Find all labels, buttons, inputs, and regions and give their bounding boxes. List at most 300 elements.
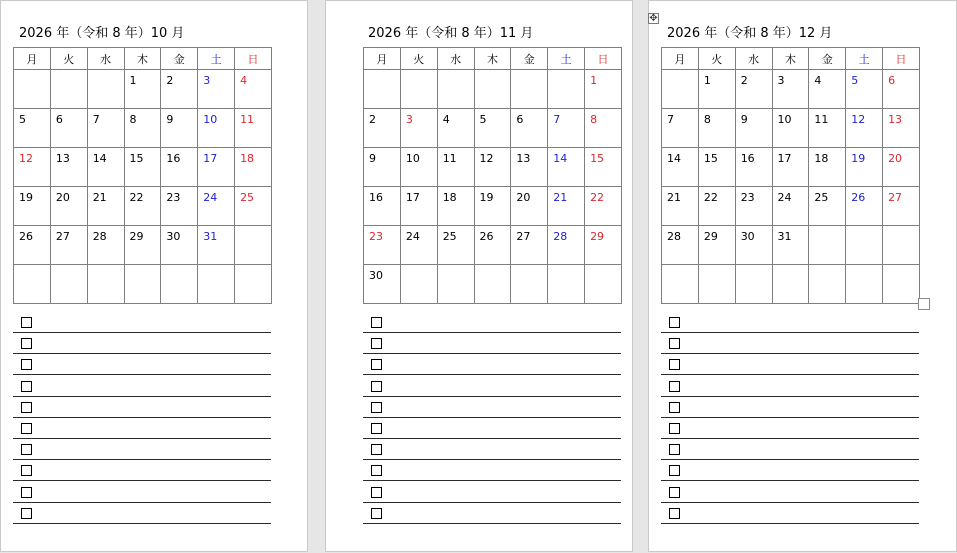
calendar-day-cell[interactable] [511, 148, 548, 187]
calendar-day-cell[interactable] [124, 265, 161, 304]
todo-row[interactable] [363, 483, 621, 503]
calendar-day-cell[interactable] [400, 265, 437, 304]
todo-row[interactable] [661, 377, 919, 397]
todo-row[interactable] [13, 334, 271, 354]
day-number: 7 [92, 113, 100, 126]
calendar-day-cell[interactable] [161, 109, 198, 148]
calendar-table[interactable] [661, 47, 920, 304]
weekday-header: 土 [198, 48, 235, 70]
checkbox-icon[interactable] [669, 317, 680, 328]
calendar-day-cell[interactable] [437, 187, 474, 226]
checkbox-icon[interactable] [21, 381, 32, 392]
day-number: 24 [203, 191, 218, 204]
calendar-day-cell[interactable] [198, 70, 235, 109]
day-number: 13 [55, 152, 70, 165]
calendar-day-cell[interactable] [87, 70, 124, 109]
calendar-day-cell[interactable] [364, 226, 401, 265]
calendar-day-cell[interactable] [364, 109, 401, 148]
calendar-day-cell[interactable] [235, 70, 272, 109]
calendar-day-cell[interactable] [735, 70, 772, 109]
page-title: 2026 年（令和 8 年）11 月 [368, 26, 534, 41]
calendar-day-cell[interactable] [364, 70, 401, 109]
day-number: 4 [240, 74, 248, 87]
calendar-day-cell[interactable] [662, 109, 699, 148]
todo-row[interactable] [661, 355, 919, 375]
day-number [235, 265, 271, 269]
calendar-day-cell[interactable] [124, 70, 161, 109]
day-number: 9 [166, 113, 174, 126]
weekday-header: 月 [364, 48, 401, 70]
calendar-day-cell[interactable] [364, 187, 401, 226]
weekday-header: 金 [511, 48, 548, 70]
todo-row[interactable] [13, 377, 271, 397]
weekday-header: 木 [124, 48, 161, 70]
calendar-day-cell[interactable] [14, 265, 51, 304]
checkbox-icon[interactable] [669, 465, 680, 476]
checkbox-icon[interactable] [371, 402, 382, 413]
calendar-day-cell[interactable] [87, 109, 124, 148]
checkbox-icon[interactable] [21, 317, 32, 328]
day-number: 6 [888, 74, 896, 87]
calendar-day-cell[interactable] [772, 265, 809, 304]
day-number: 4 [442, 113, 450, 126]
calendar-day-cell[interactable] [437, 70, 474, 109]
calendar-day-cell[interactable] [698, 226, 735, 265]
day-number: 24 [405, 230, 420, 243]
calendar-day-cell[interactable] [87, 187, 124, 226]
checkbox-icon[interactable] [669, 487, 680, 498]
calendar-table[interactable] [363, 47, 622, 304]
checkbox-icon[interactable] [371, 444, 382, 455]
calendar-day-cell[interactable] [235, 265, 272, 304]
calendar-day-cell[interactable] [585, 187, 622, 226]
day-number: 2 [369, 113, 376, 126]
day-number: 3 [777, 74, 785, 87]
calendar-day-cell[interactable] [809, 187, 846, 226]
checkbox-icon[interactable] [21, 465, 32, 476]
day-number [161, 265, 197, 269]
calendar-day-cell[interactable] [846, 148, 883, 187]
weekday-header: 水 [437, 48, 474, 70]
todo-row[interactable] [661, 483, 919, 503]
todo-row[interactable] [363, 461, 621, 481]
checkbox-icon[interactable] [669, 381, 680, 392]
todo-row[interactable] [13, 313, 271, 333]
calendar-day-cell[interactable] [735, 148, 772, 187]
calendar-day-cell[interactable] [548, 70, 585, 109]
calendar-day-cell[interactable] [474, 187, 511, 226]
todo-row[interactable] [661, 461, 919, 481]
todo-row[interactable] [13, 483, 271, 503]
calendar-day-cell[interactable] [235, 109, 272, 148]
checkbox-icon[interactable] [371, 465, 382, 476]
calendar-day-cell[interactable] [548, 109, 585, 148]
calendar-day-cell[interactable] [87, 265, 124, 304]
calendar-week-row [364, 187, 622, 226]
day-number: 5 [479, 113, 487, 126]
day-number: 21 [92, 191, 107, 204]
checkbox-icon[interactable] [21, 359, 32, 370]
calendar-day-cell[interactable] [198, 148, 235, 187]
calendar-day-cell[interactable] [698, 148, 735, 187]
calendar-day-cell[interactable] [511, 109, 548, 148]
day-number: 10 [203, 113, 218, 126]
day-number: 21 [667, 191, 681, 204]
day-number: 25 [442, 230, 457, 243]
calendar-day-cell[interactable] [198, 226, 235, 265]
day-number [846, 265, 882, 269]
day-number: 8 [129, 113, 137, 126]
calendar-day-cell[interactable] [400, 226, 437, 265]
todo-row[interactable] [363, 419, 621, 439]
calendar-day-cell[interactable] [14, 109, 51, 148]
day-number [883, 265, 919, 269]
day-number: 23 [166, 191, 181, 204]
calendar-day-cell[interactable] [474, 109, 511, 148]
calendar-week-row [662, 226, 920, 265]
calendar-day-cell[interactable] [772, 148, 809, 187]
checkbox-icon[interactable] [669, 423, 680, 434]
day-number: 14 [553, 152, 568, 165]
calendar-day-cell[interactable] [735, 109, 772, 148]
day-number [125, 265, 161, 269]
day-number [585, 265, 621, 269]
calendar-day-cell[interactable] [846, 187, 883, 226]
calendar-day-cell[interactable] [809, 109, 846, 148]
page-november [325, 0, 633, 552]
calendar-day-cell[interactable] [474, 70, 511, 109]
day-number [809, 265, 845, 269]
calendar-day-cell[interactable] [585, 148, 622, 187]
calendar-day-cell[interactable] [735, 265, 772, 304]
todo-row[interactable] [13, 504, 271, 524]
calendar-day-cell[interactable] [883, 187, 920, 226]
checkbox-icon[interactable] [21, 338, 32, 349]
calendar-day-cell[interactable] [585, 226, 622, 265]
calendar-day-cell[interactable] [662, 148, 699, 187]
todo-row[interactable] [661, 398, 919, 418]
checkbox-icon[interactable] [21, 508, 32, 519]
calendar-day-cell[interactable] [511, 187, 548, 226]
calendar-day-cell[interactable] [474, 148, 511, 187]
calendar-day-cell[interactable] [511, 70, 548, 109]
day-number [51, 70, 87, 74]
weekday-header: 火 [50, 48, 87, 70]
checkbox-icon[interactable] [21, 487, 32, 498]
todo-row[interactable] [363, 334, 621, 354]
weekday-header: 日 [235, 48, 272, 70]
todo-row[interactable] [363, 377, 621, 397]
calendar-week-row [14, 148, 272, 187]
calendar-day-cell[interactable] [124, 187, 161, 226]
calendar-day-cell[interactable] [198, 109, 235, 148]
calendar-day-cell[interactable] [87, 148, 124, 187]
calendar-day-cell[interactable] [198, 265, 235, 304]
day-number [14, 70, 50, 74]
day-number: 17 [777, 152, 792, 165]
todo-row[interactable] [13, 440, 271, 460]
checkbox-icon[interactable] [669, 338, 680, 349]
day-number [773, 265, 809, 269]
calendar-week-row [364, 265, 622, 304]
day-number: 16 [740, 152, 755, 165]
page-title: 2026 年（令和 8 年）12 月 [667, 26, 833, 41]
checkbox-icon[interactable] [371, 338, 382, 349]
calendar-day-cell[interactable] [50, 70, 87, 109]
calendar-day-cell[interactable] [772, 187, 809, 226]
day-number: 15 [703, 152, 718, 165]
calendar-day-cell[interactable] [662, 187, 699, 226]
calendar-week-row [14, 265, 272, 304]
calendar-day-cell[interactable] [161, 187, 198, 226]
day-number: 16 [166, 152, 181, 165]
calendar-week-row [364, 70, 622, 109]
checkbox-icon[interactable] [669, 508, 680, 519]
weekday-header: 金 [809, 48, 846, 70]
weekday-header: 火 [400, 48, 437, 70]
calendar-day-cell[interactable] [235, 226, 272, 265]
calendar-day-cell[interactable] [400, 109, 437, 148]
calendar-day-cell[interactable] [124, 109, 161, 148]
calendar-day-cell[interactable] [437, 109, 474, 148]
calendar-day-cell[interactable] [735, 226, 772, 265]
calendar-day-cell[interactable] [846, 226, 883, 265]
day-number [88, 70, 124, 74]
calendar-week-row [364, 226, 622, 265]
checkbox-icon[interactable] [669, 359, 680, 370]
calendar-day-cell[interactable] [772, 226, 809, 265]
day-number [883, 226, 919, 230]
calendar-day-cell[interactable] [883, 109, 920, 148]
calendar-day-cell[interactable] [14, 187, 51, 226]
todo-row[interactable] [363, 440, 621, 460]
calendar-week-row [364, 109, 622, 148]
day-number: 3 [203, 74, 211, 87]
day-number: 9 [740, 113, 748, 126]
calendar-day-cell[interactable] [235, 187, 272, 226]
day-number [662, 265, 698, 269]
calendar-day-cell[interactable] [511, 226, 548, 265]
calendar-day-cell[interactable] [161, 148, 198, 187]
weekday-header: 日 [585, 48, 622, 70]
todo-list [363, 313, 621, 525]
calendar-day-cell[interactable] [809, 70, 846, 109]
calendar-day-cell[interactable] [235, 148, 272, 187]
calendar-week-row [662, 187, 920, 226]
day-number: 30 [166, 230, 181, 243]
move-icon[interactable]: ✥ [649, 13, 658, 24]
checkbox-icon[interactable] [21, 402, 32, 413]
calendar-day-cell[interactable] [161, 70, 198, 109]
checkbox-icon[interactable] [371, 381, 382, 392]
calendar-day-cell[interactable] [772, 109, 809, 148]
calendar-day-cell[interactable] [809, 148, 846, 187]
calendar-day-cell[interactable] [662, 226, 699, 265]
calendar-day-cell[interactable] [14, 148, 51, 187]
checkbox-icon[interactable] [371, 317, 382, 328]
day-number: 1 [129, 74, 137, 87]
calendar-day-cell[interactable] [883, 148, 920, 187]
day-number [809, 226, 845, 230]
day-number [14, 265, 50, 269]
todo-row[interactable] [363, 355, 621, 375]
calendar-day-cell[interactable] [809, 265, 846, 304]
day-number: 20 [888, 152, 903, 165]
calendar-day-cell[interactable] [437, 226, 474, 265]
calendar-day-cell[interactable] [698, 187, 735, 226]
day-number: 14 [92, 152, 107, 165]
calendar-day-cell[interactable] [809, 226, 846, 265]
calendar-day-cell[interactable] [735, 187, 772, 226]
calendar-week-row [662, 70, 920, 109]
day-number: 26 [851, 191, 866, 204]
day-number [548, 265, 584, 269]
calendar-day-cell[interactable] [161, 226, 198, 265]
calendar-day-cell[interactable] [548, 226, 585, 265]
calendar-day-cell[interactable] [87, 226, 124, 265]
calendar-day-cell[interactable] [364, 265, 401, 304]
todo-row[interactable] [661, 313, 919, 333]
calendar-day-cell[interactable] [50, 265, 87, 304]
calendar-day-cell[interactable] [585, 109, 622, 148]
calendar-day-cell[interactable] [846, 265, 883, 304]
checkbox-icon[interactable] [21, 423, 32, 434]
weekday-header: 水 [735, 48, 772, 70]
todo-row[interactable] [661, 440, 919, 460]
day-number: 11 [814, 113, 829, 126]
calendar-day-cell[interactable] [364, 148, 401, 187]
calendar-day-cell[interactable] [846, 109, 883, 148]
day-number: 17 [203, 152, 218, 165]
todo-row[interactable] [13, 398, 271, 418]
calendar-day-cell[interactable] [846, 70, 883, 109]
calendar-day-cell[interactable] [437, 148, 474, 187]
day-number [846, 226, 882, 230]
todo-row[interactable] [661, 334, 919, 354]
calendar-day-cell[interactable] [124, 148, 161, 187]
day-number: 30 [740, 230, 755, 243]
calendar-day-cell[interactable] [698, 109, 735, 148]
calendar-week-row [14, 187, 272, 226]
calendar-day-cell[interactable] [474, 226, 511, 265]
weekday-header: 月 [14, 48, 51, 70]
calendar-day-cell[interactable] [511, 265, 548, 304]
day-number: 13 [516, 152, 531, 165]
day-number: 10 [777, 113, 792, 126]
todo-row[interactable] [13, 461, 271, 481]
calendar-day-cell[interactable] [698, 265, 735, 304]
day-number: 27 [516, 230, 531, 243]
day-number: 14 [667, 152, 681, 165]
day-number [88, 265, 124, 269]
todo-row[interactable] [363, 504, 621, 524]
checkbox-icon[interactable] [371, 508, 382, 519]
calendar-day-cell[interactable] [400, 187, 437, 226]
calendar-day-cell[interactable] [585, 265, 622, 304]
calendar-day-cell[interactable] [474, 265, 511, 304]
day-number: 18 [240, 152, 255, 165]
todo-list [13, 313, 271, 525]
checkbox-icon[interactable] [371, 359, 382, 370]
day-number: 17 [405, 191, 420, 204]
calendar-day-cell[interactable] [883, 70, 920, 109]
calendar-day-cell[interactable] [437, 265, 474, 304]
calendar-day-cell[interactable] [662, 265, 699, 304]
day-number: 13 [888, 113, 903, 126]
calendar-day-cell[interactable] [548, 265, 585, 304]
calendar-day-cell[interactable] [548, 148, 585, 187]
weekday-header: 金 [161, 48, 198, 70]
checkbox-icon[interactable] [669, 402, 680, 413]
calendar-day-cell[interactable] [698, 70, 735, 109]
calendar-day-cell[interactable] [400, 70, 437, 109]
weekday-header: 土 [846, 48, 883, 70]
calendar-day-cell[interactable] [883, 226, 920, 265]
calendar-day-cell[interactable] [400, 148, 437, 187]
day-number: 11 [442, 152, 457, 165]
checkbox-icon[interactable] [669, 444, 680, 455]
day-number: 22 [590, 191, 605, 204]
day-number: 12 [479, 152, 494, 165]
calendar-day-cell[interactable] [50, 187, 87, 226]
day-number: 29 [590, 230, 605, 243]
calendar-day-cell[interactable] [585, 70, 622, 109]
todo-row[interactable] [13, 355, 271, 375]
day-number [475, 265, 511, 269]
checkbox-icon[interactable] [21, 444, 32, 455]
day-number: 15 [129, 152, 144, 165]
day-number [198, 265, 234, 269]
calendar-day-cell[interactable] [161, 265, 198, 304]
day-number: 28 [92, 230, 107, 243]
resize-handle-icon[interactable] [918, 298, 930, 310]
todo-row[interactable] [661, 504, 919, 524]
day-number [438, 70, 474, 74]
calendar-day-cell[interactable] [50, 226, 87, 265]
calendar-day-cell[interactable] [772, 70, 809, 109]
calendar-week-row [662, 109, 920, 148]
calendar-day-cell[interactable] [50, 109, 87, 148]
day-number [51, 265, 87, 269]
todo-row[interactable] [363, 398, 621, 418]
day-number: 18 [814, 152, 829, 165]
calendar-table[interactable] [13, 47, 272, 304]
calendar-day-cell[interactable] [548, 187, 585, 226]
calendar-day-cell[interactable] [124, 226, 161, 265]
checkbox-icon[interactable] [371, 423, 382, 434]
calendar-day-cell[interactable] [198, 187, 235, 226]
day-number: 8 [590, 113, 598, 126]
calendar-day-cell[interactable] [50, 148, 87, 187]
calendar-day-cell[interactable] [662, 70, 699, 109]
day-number: 27 [888, 191, 903, 204]
calendar-week-row [14, 70, 272, 109]
day-number: 6 [516, 113, 524, 126]
calendar-day-cell[interactable] [14, 226, 51, 265]
todo-row[interactable] [363, 313, 621, 333]
day-number [364, 70, 400, 74]
todo-row[interactable] [13, 419, 271, 439]
calendar-day-cell[interactable] [883, 265, 920, 304]
day-number [401, 265, 437, 269]
day-number: 19 [479, 191, 494, 204]
checkbox-icon[interactable] [371, 487, 382, 498]
weekday-header: 火 [698, 48, 735, 70]
day-number: 7 [667, 113, 674, 126]
weekday-header: 水 [87, 48, 124, 70]
todo-row[interactable] [661, 419, 919, 439]
calendar-day-cell[interactable] [14, 70, 51, 109]
